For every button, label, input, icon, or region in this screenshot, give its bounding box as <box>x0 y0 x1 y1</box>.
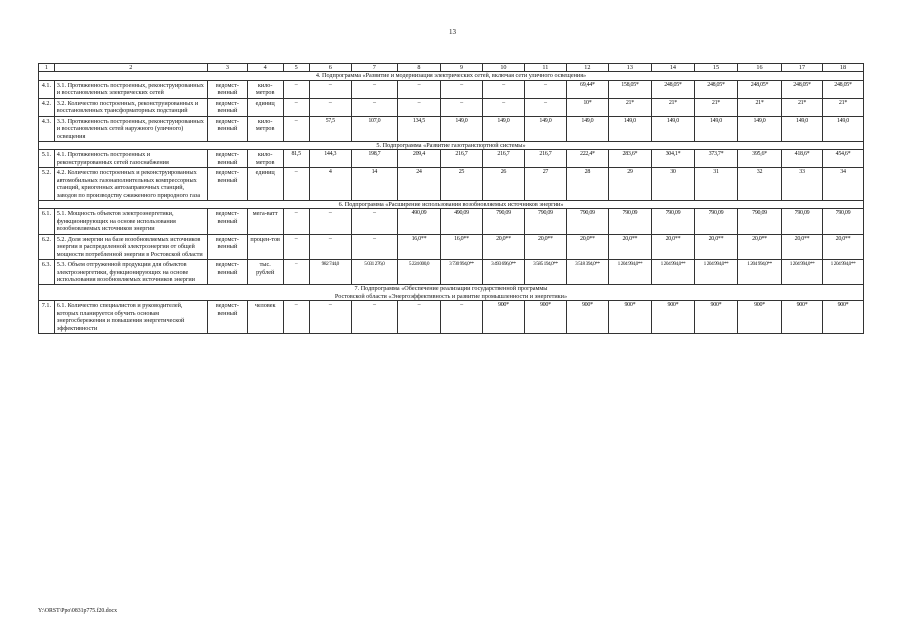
indicator-name: 5.2. Доля энергии на базе возобновляемых источников энергии в распределенной электроэнергии от общей мощности потребленной энергии в Ростовской области <box>54 234 207 259</box>
column-number: 4 <box>247 64 283 72</box>
indicator-value: 1 204 994,0** <box>651 260 694 285</box>
column-number: 17 <box>782 64 823 72</box>
indicator-value: 149,0 <box>822 116 863 141</box>
indicators-table <box>38 63 864 334</box>
subprogram-title <box>39 201 864 209</box>
indicator-value: 900* <box>608 301 651 334</box>
row-number: 6.1. <box>39 209 55 234</box>
row-number: 7.1. <box>39 301 55 334</box>
indicator-value: 1 204 994,0** <box>694 260 737 285</box>
indicator-value: 81,5 <box>283 150 309 168</box>
indicator-value: 790,09 <box>694 209 737 234</box>
column-number: 11 <box>524 64 566 72</box>
indicator-value: – <box>283 209 309 234</box>
indicator-value: 900* <box>566 301 608 334</box>
indicator-value: 248,05* <box>694 80 737 98</box>
indicator-value: – <box>397 98 440 116</box>
column-number: 3 <box>207 64 247 72</box>
indicator-value: 216,7 <box>440 150 482 168</box>
indicator-value: 149,0 <box>651 116 694 141</box>
column-number: 14 <box>651 64 694 72</box>
indicator-value: 900* <box>651 301 694 334</box>
subprogram-title <box>39 141 864 149</box>
row-number: 5.1. <box>39 150 55 168</box>
indicator-type: ведомст-венный <box>207 80 247 98</box>
indicator-value: – <box>283 80 309 98</box>
row-number: 6.3. <box>39 260 55 285</box>
subprogram-title <box>39 72 864 80</box>
row-number: 4.1. <box>39 80 55 98</box>
indicator-value: 490,09 <box>397 209 440 234</box>
indicator-value: 216,7 <box>482 150 524 168</box>
indicator-value: 248,05* <box>822 80 863 98</box>
indicator-value: 69,44* <box>566 80 608 98</box>
indicator-value: 20,0** <box>651 234 694 259</box>
indicator-value: 1 204 994,0** <box>822 260 863 285</box>
indicator-value: 20,0** <box>608 234 651 259</box>
indicator-value: 790,09 <box>524 209 566 234</box>
indicator-value: 4 <box>309 168 351 201</box>
indicator-value: 149,0 <box>440 116 482 141</box>
indicator-value: 26 <box>482 168 524 201</box>
unit-of-measure: единиц <box>247 98 283 116</box>
indicator-value: 900* <box>482 301 524 334</box>
indicator-value: 454,6* <box>822 150 863 168</box>
indicator-value: 418,6* <box>782 150 823 168</box>
indicator-name: 5.1. Мощность объектов электроэнергетики, функционирующих на основе использования возобновляемых источников энергии <box>54 209 207 234</box>
indicator-value: 283,6* <box>608 150 651 168</box>
indicator-value: 10* <box>566 98 608 116</box>
indicator-value: 149,0 <box>782 116 823 141</box>
row-number: 4.3. <box>39 116 55 141</box>
indicator-name: 4.1. Протяженность построенных и реконструированных сетей газоснабжения <box>54 150 207 168</box>
indicator-value: – <box>283 98 309 116</box>
indicator-value: – <box>482 98 524 116</box>
indicator-row <box>39 98 864 116</box>
column-number: 18 <box>822 64 863 72</box>
indicator-name: 6.1. Количество специалистов и руководителей, которых планируется обучить основам энергосбережения и повышения энергетической эффективности <box>54 301 207 334</box>
indicator-value: 20,0** <box>822 234 863 259</box>
column-number: 1 <box>39 64 55 72</box>
indicator-value: 304,1* <box>651 150 694 168</box>
indicator-type: ведомст-венный <box>207 209 247 234</box>
column-number: 16 <box>737 64 781 72</box>
unit-of-measure: единиц <box>247 168 283 201</box>
indicator-row <box>39 301 864 334</box>
indicator-value: 149,0 <box>694 116 737 141</box>
column-number: 2 <box>54 64 207 72</box>
indicator-value: 790,09 <box>822 209 863 234</box>
indicator-value: 3 730 994,0** <box>440 260 482 285</box>
indicator-value: – <box>283 260 309 285</box>
row-number: 5.2. <box>39 168 55 201</box>
indicator-value: – <box>283 116 309 141</box>
indicator-value: 14 <box>351 168 397 201</box>
indicator-value: 16,0** <box>397 234 440 259</box>
indicator-value: 900* <box>822 301 863 334</box>
indicator-value: 149,0 <box>524 116 566 141</box>
row-number: 4.2. <box>39 98 55 116</box>
indicator-type: ведомст-венный <box>207 260 247 285</box>
column-number: 9 <box>440 64 482 72</box>
indicator-value: 24 <box>397 168 440 201</box>
indicator-value: 31 <box>694 168 737 201</box>
indicator-value: 20,0** <box>782 234 823 259</box>
indicator-row <box>39 234 864 259</box>
indicator-name: 3.1. Протяженность построенных, реконструированных и восстановленных электрических сетей <box>54 80 207 98</box>
indicator-value: – <box>524 80 566 98</box>
unit-of-measure: кило-метров <box>247 150 283 168</box>
subprogram-row <box>39 201 864 209</box>
indicator-value: 3 493 696,0** <box>482 260 524 285</box>
indicator-value: 21* <box>737 98 781 116</box>
indicator-name: 4.2. Количество построенных и реконструированных автомобильных газонаполнительных компрессорных станций, криогенных автозаправочных станций, заводов по производству сжиженного природного газа <box>54 168 207 201</box>
indicator-type: ведомст-венный <box>207 116 247 141</box>
indicator-value: 1 204 994,0** <box>782 260 823 285</box>
indicator-value: 790,09 <box>482 209 524 234</box>
column-number: 15 <box>694 64 737 72</box>
indicator-value: 248,05* <box>782 80 823 98</box>
indicator-value: 395,6* <box>737 150 781 168</box>
indicator-value: 21* <box>608 98 651 116</box>
indicator-row <box>39 260 864 285</box>
indicator-value: – <box>397 301 440 334</box>
indicator-value: – <box>351 98 397 116</box>
indicator-value: – <box>351 209 397 234</box>
indicator-value: – <box>440 301 482 334</box>
column-number: 10 <box>482 64 524 72</box>
indicator-value: 16,0** <box>440 234 482 259</box>
indicator-value: 32 <box>737 168 781 201</box>
indicator-value: 158,05* <box>608 80 651 98</box>
indicator-row <box>39 168 864 201</box>
indicator-row <box>39 209 864 234</box>
indicator-value: 33 <box>782 168 823 201</box>
indicator-value: 20,0** <box>482 234 524 259</box>
indicator-value: 248,05* <box>737 80 781 98</box>
indicator-type: ведомст-венный <box>207 98 247 116</box>
indicator-value: 34 <box>822 168 863 201</box>
indicator-value: – <box>524 98 566 116</box>
unit-of-measure: кило-метров <box>247 80 283 98</box>
indicator-value: – <box>283 168 309 201</box>
indicator-value: 25 <box>440 168 482 201</box>
indicator-value: 21* <box>694 98 737 116</box>
indicator-value: 27 <box>524 168 566 201</box>
unit-of-measure: мега-ватт <box>247 209 283 234</box>
indicator-name: 3.3. Протяженность построенных, реконструированных и восстановленных сетей наружного (уличного) освещения <box>54 116 207 141</box>
indicator-value: 21* <box>822 98 863 116</box>
indicator-value: – <box>309 80 351 98</box>
indicator-value: 790,09 <box>737 209 781 234</box>
indicator-value: 209,4 <box>397 150 440 168</box>
subprogram-row <box>39 285 864 301</box>
indicator-row <box>39 80 864 98</box>
indicator-value: 373,7* <box>694 150 737 168</box>
column-number: 5 <box>283 64 309 72</box>
indicator-value: 149,0 <box>737 116 781 141</box>
indicator-value: 57,5 <box>309 116 351 141</box>
indicator-name: 5.3. Объем отгруженной продукции для объектов электроэнергетики, функционирующих на основе использования возобновляемых источников энергии <box>54 260 207 285</box>
indicator-value: 20,0** <box>694 234 737 259</box>
indicator-value: – <box>351 301 397 334</box>
indicator-value: 900* <box>782 301 823 334</box>
subprogram-title <box>39 285 864 301</box>
file-path: Y:\ORST\Ppo\0831p775.f20.docx <box>38 608 118 614</box>
indicator-value: 149,0 <box>608 116 651 141</box>
indicator-value: – <box>309 98 351 116</box>
row-number: 6.2. <box>39 234 55 259</box>
indicator-value: – <box>309 209 351 234</box>
page-number: 13 <box>449 28 456 36</box>
subprogram-title-line: 6. Подпрограмма «Расширение использования возобновляемых источников энергии» <box>338 201 564 208</box>
unit-of-measure: человек <box>247 301 283 334</box>
indicator-value: 20,0** <box>737 234 781 259</box>
indicator-type: ведомст-венный <box>207 168 247 201</box>
indicator-value: 198,7 <box>351 150 397 168</box>
indicator-value: 21* <box>782 98 823 116</box>
indicator-value: – <box>351 234 397 259</box>
indicator-value: – <box>283 234 309 259</box>
indicator-value: 982 744,0 <box>309 260 351 285</box>
indicator-value: 20,0** <box>524 234 566 259</box>
indicator-value: 28 <box>566 168 608 201</box>
indicator-value: 107,0 <box>351 116 397 141</box>
indicator-value: 1 204 994,0** <box>737 260 781 285</box>
subprogram-row <box>39 72 864 80</box>
unit-of-measure: кило-метров <box>247 116 283 141</box>
indicator-value: 1 204 994,0** <box>608 260 651 285</box>
subprogram-title-line: Ростовской области «Энергоэффективность и развитие промышленности и энергетики» <box>334 292 568 300</box>
indicator-value: 144,3 <box>309 150 351 168</box>
subprogram-title-line: 7. Подпрограмма «Обеспечение реализации государственной программы <box>354 285 548 293</box>
indicator-value: 5 224 000,0 <box>397 260 440 285</box>
indicator-row <box>39 116 864 141</box>
indicator-value: – <box>309 234 351 259</box>
indicator-value: – <box>283 301 309 334</box>
indicator-value: 30 <box>651 168 694 201</box>
indicator-row <box>39 150 864 168</box>
indicator-type: ведомст-венный <box>207 234 247 259</box>
indicator-value: 222,4* <box>566 150 608 168</box>
indicator-value: 790,09 <box>566 209 608 234</box>
header-row <box>39 64 864 72</box>
indicator-value: – <box>440 98 482 116</box>
subprogram-row <box>39 141 864 149</box>
indicator-value: – <box>482 80 524 98</box>
indicator-value: – <box>309 301 351 334</box>
unit-of-measure: процен-тов <box>247 234 283 259</box>
indicator-value: – <box>397 80 440 98</box>
indicator-value: 216,7 <box>524 150 566 168</box>
column-number: 6 <box>309 64 351 72</box>
unit-of-measure: тыс. рублей <box>247 260 283 285</box>
indicator-type: ведомст-венный <box>207 150 247 168</box>
indicator-name: 3.2. Количество построенных, реконструированных и восстановленных трансформаторных подстанций <box>54 98 207 116</box>
indicator-value: 900* <box>694 301 737 334</box>
indicator-type: ведомст-венный <box>207 301 247 334</box>
indicator-value: 29 <box>608 168 651 201</box>
indicator-value: 900* <box>737 301 781 334</box>
column-number: 12 <box>566 64 608 72</box>
indicator-value: 20,0** <box>566 234 608 259</box>
indicator-value: 134,5 <box>397 116 440 141</box>
subprogram-title-line: 4. Подпрограмма «Развитие и модернизация электрических сетей, включая сети уличного освещения» <box>315 72 587 80</box>
indicator-value: 790,09 <box>651 209 694 234</box>
indicator-value: 490,09 <box>440 209 482 234</box>
indicator-value: 248,05* <box>651 80 694 98</box>
column-number: 8 <box>397 64 440 72</box>
indicator-value: 5 031 276,0 <box>351 260 397 285</box>
indicator-value: 900* <box>524 301 566 334</box>
subprogram-title-line: 5. Подпрограмма «Развитие газотранспортной системы» <box>376 141 526 149</box>
column-number: 7 <box>351 64 397 72</box>
column-number: 13 <box>608 64 651 72</box>
indicator-value: 790,09 <box>608 209 651 234</box>
indicator-value: 3 585 194,0** <box>524 260 566 285</box>
indicator-value: 790,09 <box>782 209 823 234</box>
indicator-value: 3 518 394,0** <box>566 260 608 285</box>
indicator-value: 149,0 <box>482 116 524 141</box>
indicator-value: – <box>351 80 397 98</box>
indicator-value: 21* <box>651 98 694 116</box>
indicator-value: – <box>440 80 482 98</box>
indicator-value: 149,0 <box>566 116 608 141</box>
